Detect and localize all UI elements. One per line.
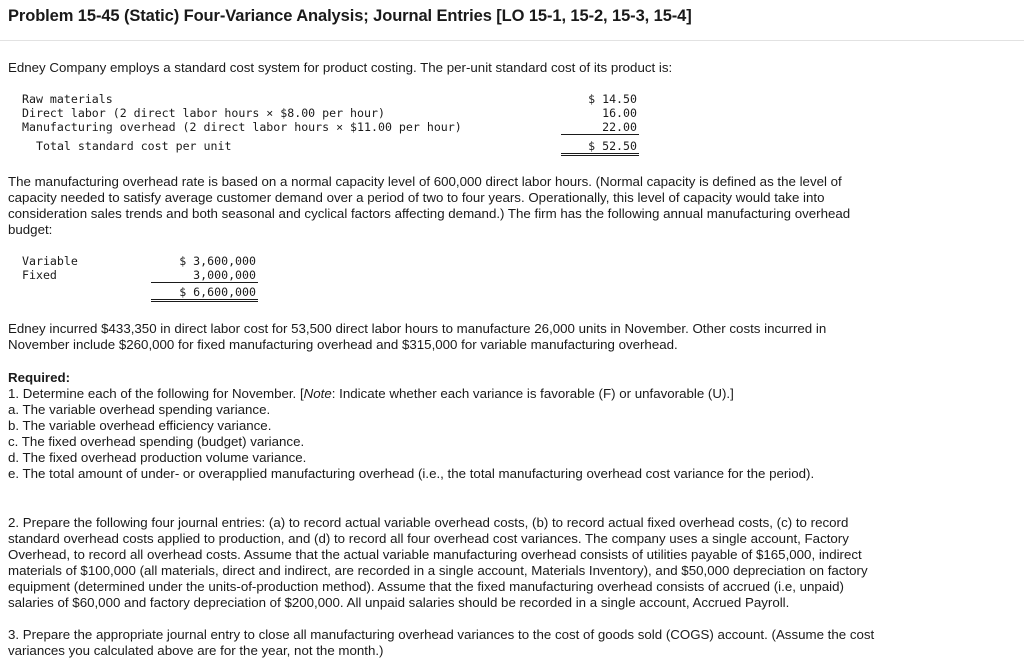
cost-row-amount: $ 14.50 <box>588 92 637 106</box>
requirement-1a: a. The variable overhead spending variance. <box>8 402 271 417</box>
cost-row-amount: 22.00 <box>561 120 639 135</box>
required-heading: Required: <box>8 370 71 385</box>
requirement-1-suffix: : Indicate whether each variance is favorable (F) or unfavorable (U).] <box>331 386 734 401</box>
requirement-2: 2. Prepare the following four journal entries: (a) to record actual variable overhead costs, (b) to record actual fixed overhead costs, (c) to record standard overhead costs applied to production, and (d) to record all four overhead cost variances. The company uses a single account, Factory Overhead, to record all overhead costs. Assume that the actual variable manufacturing overhead consists of utilities payable of $165,000, indirect materials of $100,000 (all materials, direct and indirect, are recorded in a single account, Materials Inventory), and $50,000 depreciation on factory equipment (determined under the units-of-production method). Assume that the fixed manufacturing overhead consists of accrued (i.e, unpaid) salaries of $60,000 and factory depreciation of $200,000. All unpaid salaries should be recorded in a single account, Accrued Payroll. <box>8 515 868 610</box>
cost-row-label: Direct labor (2 direct labor hours × $8.00 per hour) <box>22 106 385 120</box>
cost-total-label: Total standard cost per unit <box>36 139 232 153</box>
requirement-1b: b. The variable overhead efficiency variance. <box>8 418 272 433</box>
title-divider <box>0 40 1024 41</box>
budget-row-label: Variable <box>22 254 78 268</box>
requirement-1d: d. The fixed overhead production volume variance. <box>8 450 307 465</box>
november-costs-paragraph: Edney incurred $433,350 in direct labor cost for 53,500 direct labor hours to manufacture 26,000 units in November. Other costs incurred in November include $260,000 for fixed manufacturing overhead and $315,000 for variable manufacturing overhead. <box>8 321 827 352</box>
intro-text: Edney Company employs a standard cost system for product costing. The per-unit standard cost of its product is: <box>8 60 673 75</box>
cost-total-amount: $ 52.50 <box>561 139 639 156</box>
problem-title: Problem 15-45 (Static) Four-Variance Analysis; Journal Entries [LO 15-1, 15-2, 15-3, 15-4] <box>8 7 692 25</box>
budget-row-label: Fixed <box>22 268 57 282</box>
requirement-1 <box>8 386 888 402</box>
budget-row-amount: $ 3,600,000 <box>179 254 256 268</box>
cost-row-label: Manufacturing overhead (2 direct labor hours × $11.00 per hour) <box>22 120 462 134</box>
budget-total-amount: $ 6,600,000 <box>151 285 258 302</box>
overhead-rate-paragraph: The manufacturing overhead rate is based on a normal capacity level of 600,000 direct labor hours. (Normal capacity is defined as the level of capacity needed to satisfy average customer demand over a period of two to four years. Operationally, this level of capacity would take into consideration sales trends and both seasonal and cyclical factors affecting demand.) The firm has the following annual manufacturing overhead budget: <box>8 174 851 237</box>
cost-row-label: Raw materials <box>22 92 113 106</box>
requirement-1-prefix: 1. Determine each of the following for November. [ <box>8 386 304 401</box>
requirement-3: 3. Prepare the appropriate journal entry to close all manufacturing overhead variances to the cost of goods sold (COGS) account. (Assume the cost variances you calculated above are for the year, not the month.) <box>8 627 875 658</box>
cost-row-amount: 16.00 <box>602 106 637 120</box>
requirement-1-note: Note <box>303 386 332 401</box>
requirement-1e: e. The total amount of under- or overapplied manufacturing overhead (i.e., the total manufacturing overhead cost variance for the period). <box>8 466 815 481</box>
requirement-1c: c. The fixed overhead spending (budget) variance. <box>8 434 305 449</box>
budget-row-amount: 3,000,000 <box>151 268 258 283</box>
